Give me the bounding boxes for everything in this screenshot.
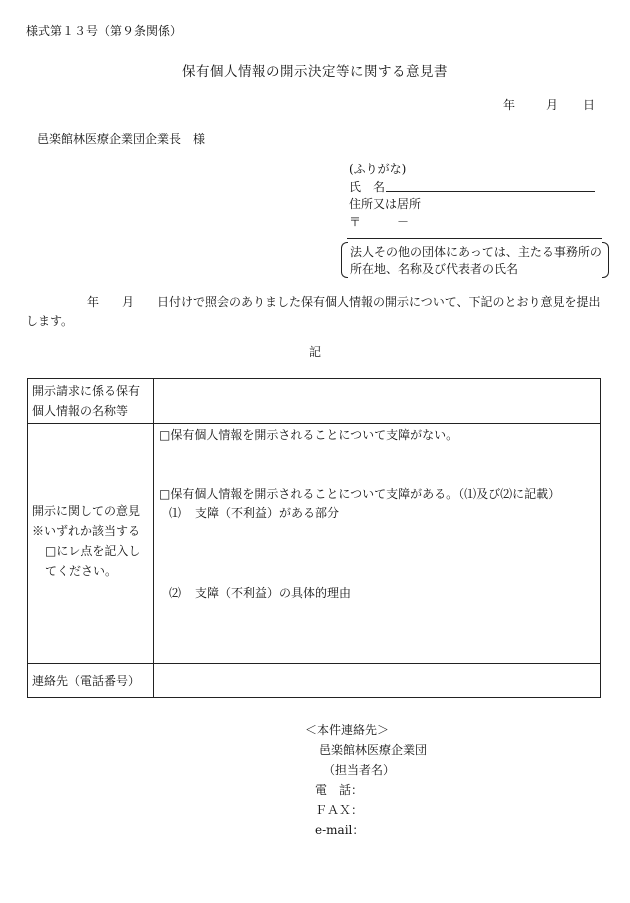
row-label-opinion (32, 501, 140, 581)
intro-text-line-2: します。 (26, 314, 74, 328)
postal-mark: 〒 (349, 215, 362, 229)
row-label-contact-phone: 連絡先（電話番号） (32, 674, 141, 688)
contact-organization: 邑楽館林医療企業団 (319, 743, 428, 757)
sub-item-2-number: ⑵ (169, 586, 182, 600)
sub-item-1-text: 支障（不利益）がある部分 (195, 506, 340, 520)
intro-text-line-1: 日付けで照会のありました保有個人情報の開示について、下記のとおり意見を提出 (157, 295, 601, 309)
address-field-line[interactable] (347, 238, 602, 239)
info-name-field[interactable] (154, 380, 600, 422)
date-day-label: 日 (583, 98, 596, 112)
row-label-info-name (32, 381, 140, 421)
intro-year-label: 年 (87, 295, 100, 309)
contact-person: （担当者名） (323, 763, 396, 777)
name-field-line[interactable] (386, 191, 595, 192)
contact-block (305, 720, 427, 840)
date-year-label: 年 (503, 98, 516, 112)
contact-phone-field[interactable] (154, 664, 600, 697)
row-label-opinion-line-1: 開示に関しての意見 (32, 504, 141, 518)
left-bracket (341, 242, 348, 278)
row-label-info-name-line-1: 開示請求に係る保有 (32, 384, 141, 398)
opinion-table (27, 378, 601, 698)
row-label-opinion-line-2: ※いずれか該当する (32, 524, 141, 538)
address-label: 住所又は居所 (349, 197, 422, 211)
table-column-divider (153, 379, 154, 697)
addressee: 邑楽館林医療企業団企業長 様 (37, 132, 206, 146)
contact-fax-label: ＦＡＸ： (315, 803, 364, 817)
corporate-note (341, 242, 609, 278)
sub-item-1 (169, 503, 339, 523)
page-title: 保有個人情報の開示決定等に関する意見書 (182, 64, 448, 80)
form-number: 様式第１３号（第９条関係） (26, 24, 183, 38)
corporate-note-line-1: 法人その他の団体にあっては、主たる事務所の (350, 245, 602, 259)
row-label-info-name-line-2: 個人情報の名称等 (32, 404, 129, 418)
right-bracket (602, 242, 609, 278)
sub-item-2-text: 支障（不利益）の具体的理由 (195, 586, 352, 600)
sub-item-2 (169, 583, 351, 603)
contact-email-label: e-mail： (315, 823, 365, 837)
intro-month-label: 月 (122, 295, 135, 309)
postal-code-field[interactable] (349, 213, 409, 230)
date-month-label: 月 (546, 98, 559, 112)
row-label-opinion-line-4: てください。 (45, 564, 118, 578)
sub-item-1-number: ⑴ (169, 506, 182, 520)
name-label: 氏 名 (349, 180, 386, 194)
row-label-opinion-line-3: □にレ点を記入し (45, 544, 141, 558)
contact-heading: ＜本件連絡先＞ (305, 723, 390, 737)
postal-dash: － (397, 215, 410, 229)
table-row-divider-1 (28, 423, 600, 424)
corporate-note-line-2: 所在地、名称及び代表者の氏名 (350, 262, 519, 276)
ki-label: 記 (308, 345, 321, 359)
option-issue-checkbox[interactable]: □保有個人情報を開示されることについて支障がある。（⑴及び⑵に記載） (159, 487, 561, 501)
contact-phone-label: 電 話： (315, 783, 364, 797)
option-no-issue-checkbox[interactable]: □保有個人情報を開示されることについて支障がない。 (159, 428, 459, 442)
furigana-label: (ふりがな) (349, 162, 407, 176)
